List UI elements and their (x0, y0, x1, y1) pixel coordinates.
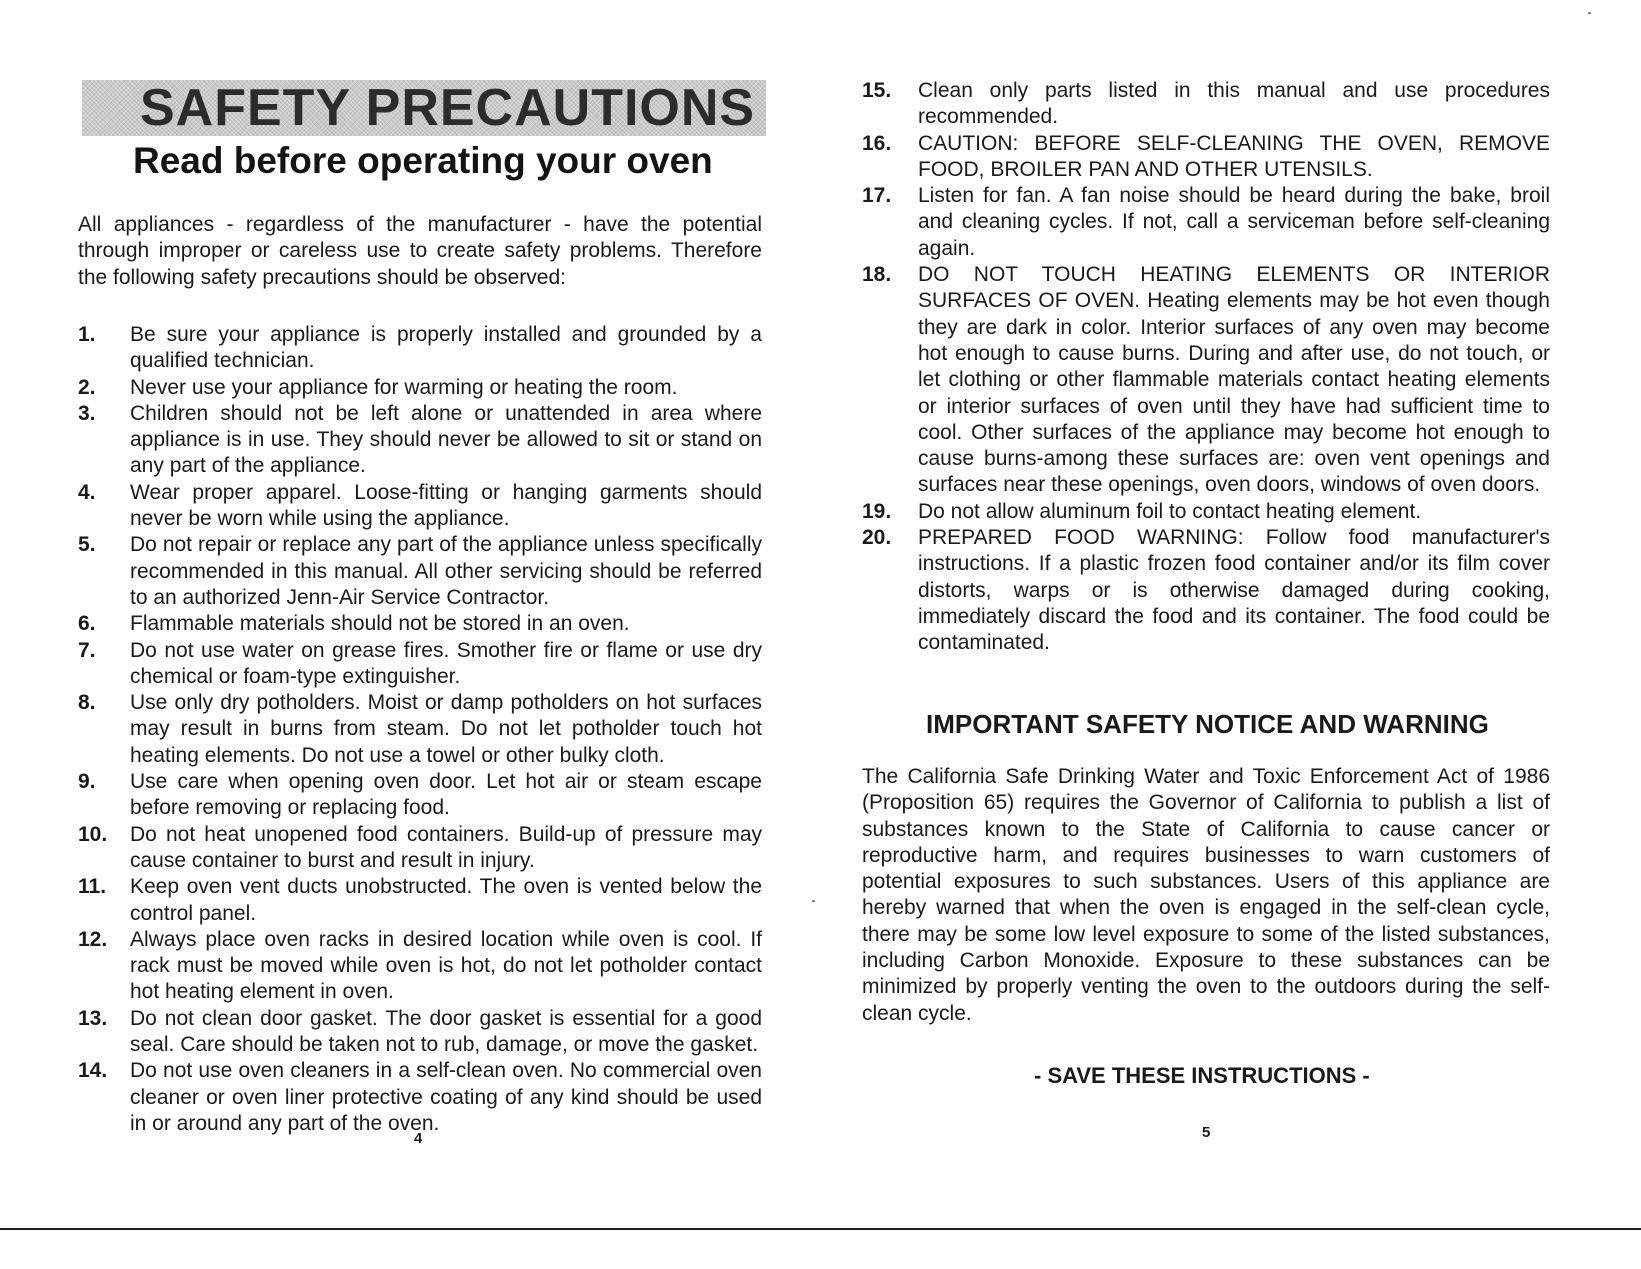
item-number: 1. (78, 323, 96, 346)
list-item (78, 822, 762, 875)
item-text: Children should not be left alone or unattended in area where appliance is in use. They should never be allowed to sit or stand on any part of the appliance. (130, 401, 762, 478)
bottom-rule (0, 1228, 1641, 1230)
list-item (862, 499, 1550, 525)
list-item (78, 1058, 762, 1137)
item-number: 10. (78, 822, 108, 846)
item-text: Do not heat unopened food containers. Build-up of pressure may cause container to burst and result in injury. (130, 822, 762, 872)
banner-title: SAFETY PRECAUTIONS (140, 80, 756, 136)
item-number: 15. (862, 79, 892, 102)
list-item (78, 927, 762, 1006)
item-number: 13. (78, 1006, 108, 1030)
item-number: 11. (78, 875, 107, 899)
item-number: 17. (862, 184, 892, 208)
list-item (78, 1006, 762, 1059)
item-text: Do not clean door gasket. The door gasket is essential for a good seal. Care should be taken not to rub, damage, or move the gasket. (130, 1006, 762, 1057)
item-text: Never use your appliance for warming or heating the room. (130, 375, 678, 399)
item-number: 7. (78, 638, 96, 662)
item-number: 5. (78, 533, 96, 557)
item-text: Keep oven vent ducts unobstructed. The oven is vented below the control panel. (130, 875, 762, 925)
safety-list-left (78, 322, 762, 1137)
safety-list-right (862, 78, 1550, 657)
item-text: Flammable materials should not be stored in an oven. (130, 612, 630, 636)
item-text: Do not use oven cleaners in a self-clean oven. No commercial oven cleaner or oven liner protective coating of any kind should be used in or around any part of the oven. (130, 1059, 762, 1135)
list-item (78, 480, 762, 533)
item-text: PREPARED FOOD WARNING: Follow food manufacturer's instructions. If a plastic frozen food container and/or its film cover distorts, warps or is otherwise damaged during cooking, immediately discard the food and its container. The food could be contaminated. (918, 526, 1550, 655)
list-item (862, 78, 1550, 131)
item-number: 19. (862, 499, 892, 523)
safety-precautions-banner (82, 80, 766, 136)
item-number: 2. (78, 375, 96, 399)
item-number: 16. (862, 131, 892, 155)
list-item (78, 638, 762, 691)
list-item (862, 131, 1550, 184)
list-item (78, 401, 762, 480)
item-number: 14. (78, 1059, 108, 1083)
intro-paragraph: All appliances - regardless of the manufacturer - have the potential through improper or careless use to create safety problems. Therefore the following safety precautions should be observed: (78, 213, 762, 289)
list-item (78, 690, 762, 769)
item-number: 9. (78, 770, 96, 794)
list-item (78, 611, 762, 637)
item-number: 12. (78, 927, 108, 951)
item-text: Wear proper apparel. Loose-fitting or hanging garments should never be worn while using the appliance. (130, 480, 762, 531)
list-item (862, 262, 1550, 499)
notice-heading: IMPORTANT SAFETY NOTICE AND WARNING (926, 709, 1489, 739)
item-text: Use care when opening oven door. Let hot air or steam escape before removing or replacing food. (130, 770, 762, 820)
save-instructions: - SAVE THESE INSTRUCTIONS - (1034, 1063, 1370, 1088)
list-item (78, 874, 762, 927)
page-subtitle: Read before operating your oven (133, 140, 713, 181)
left-page (78, 0, 762, 1269)
item-text: Do not repair or replace any part of the appliance unless specifically recommended in this manual. All other servicing should be referred to an authorized Jenn-Air Service Contractor. (130, 533, 762, 609)
scan-speck (1588, 12, 1591, 14)
list-item (862, 525, 1550, 656)
list-item (862, 183, 1550, 262)
list-item (78, 322, 762, 375)
page-number: 5 (1202, 1124, 1211, 1141)
item-text: DO NOT TOUCH HEATING ELEMENTS OR INTERIOR SURFACES OF OVEN. Heating elements may be hot even though they are dark in color. Interior surfaces of any oven may become hot enough to cause burns. During and after use, do not touch, or let clothing or other flammable materials contact heating elements or interior surfaces of oven until they have had sufficient time to cool. Other surfaces of the appliance may become hot enough to cause burns-among these surfaces are: oven vent openings and surfaces near these openings, oven doors, windows of oven doors. (918, 263, 1550, 497)
list-item (78, 769, 762, 822)
item-number: 18. (862, 263, 892, 287)
item-text: CAUTION: BEFORE SELF-CLEANING THE OVEN, REMOVE FOOD, BROILER PAN AND OTHER UTENSILS. (918, 131, 1550, 181)
item-number: 8. (78, 691, 96, 715)
item-number: 6. (78, 612, 96, 636)
item-text: Always place oven racks in desired location while oven is cool. If rack must be moved while oven is hot, do not let potholder contact hot heating element in oven. (130, 927, 762, 1004)
item-number: 20. (862, 526, 892, 550)
item-text: Do not use water on grease fires. Smother fire or flame or use dry chemical or foam-type extinguisher. (130, 638, 762, 688)
list-item (78, 375, 762, 401)
item-text: Listen for fan. A fan noise should be heard during the bake, broil and cleaning cycles. If not, call a serviceman before self-cleaning again. (918, 184, 1550, 260)
item-text: Do not allow aluminum foil to contact heating element. (918, 499, 1422, 523)
right-page (862, 0, 1550, 1269)
page-number: 4 (414, 1130, 423, 1147)
item-text: Use only dry potholders. Moist or damp potholders on hot surfaces may result in burns from steam. Do not let potholder touch hot heating elements. Do not use a towel or other bulky cloth. (130, 691, 762, 767)
list-item (78, 532, 762, 611)
item-text: Be sure your appliance is properly installed and grounded by a qualified technician. (130, 323, 762, 373)
item-number: 3. (78, 401, 96, 425)
item-text: Clean only parts listed in this manual and use procedures recommended. (918, 79, 1550, 129)
scan-speck (812, 900, 815, 902)
item-number: 4. (78, 480, 96, 504)
notice-body: The California Safe Drinking Water and Toxic Enforcement Act of 1986 (Proposition 65) requires the Governor of California to publish a list of substances known to the State of California to cause cancer or reproductive harm, and requires businesses to warn customers of potential exposures to such substances. Users of this appliance are hereby warned that when the oven is engaged in the self-clean cycle, there may be some low level exposure to some of the listed substances, including Carbon Monoxide. Exposure to these substances can be minimized by properly venting the oven to the outdoors during the self-clean cycle. (862, 765, 1550, 1025)
